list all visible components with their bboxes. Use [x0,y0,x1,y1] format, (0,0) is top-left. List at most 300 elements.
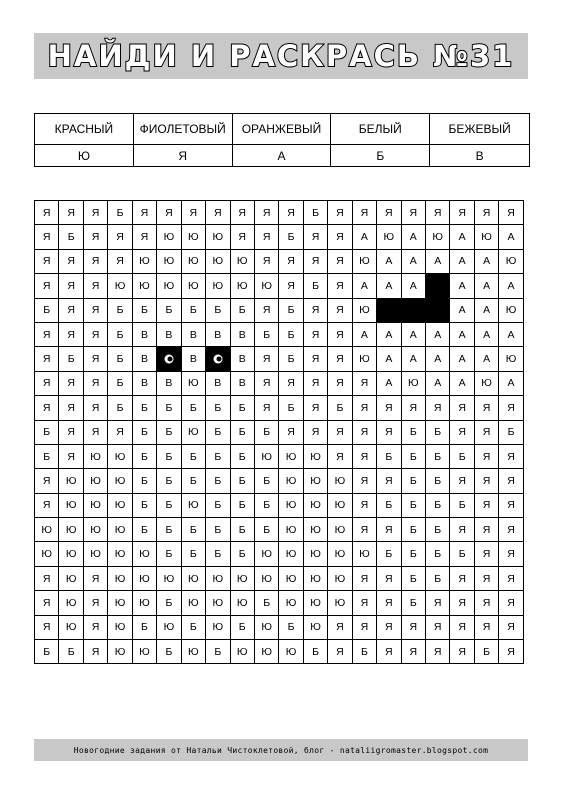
grid-cell: Я [304,421,328,445]
grid-cell: Я [35,469,59,493]
grid-cell: Я [426,201,450,225]
grid-cell: Ю [182,567,206,591]
grid-cell: Я [450,421,474,445]
grid-cell: Ю [304,542,328,566]
grid-cell: Б [255,421,279,445]
grid-cell: Я [84,421,108,445]
grid-cell: Я [402,640,426,664]
grid-cell: А [499,225,523,249]
grid-cell: Б [402,518,426,542]
grid-cell: Я [450,201,474,225]
grid-cell: Б [426,469,450,493]
grid-cell: Я [84,347,108,371]
grid-cell: Ю [402,372,426,396]
grid-cell: Я [231,201,255,225]
grid-cell: Ю [328,567,352,591]
grid-cell: Я [279,201,303,225]
page-title: НАЙДИ И РАСКРАСЬ №31 [47,39,515,73]
grid-cell: Я [353,591,377,615]
grid-cell: Я [377,616,401,640]
grid-cell: Ю [182,225,206,249]
grid-cell: Я [377,396,401,420]
grid-cell: Ю [499,250,523,274]
grid-cell: Я [475,591,499,615]
grid-cell: Б [133,299,157,323]
grid-cell: Б [108,347,132,371]
grid-cell: Ю [133,542,157,566]
grid-cell: Я [108,421,132,445]
grid-cell: Ю [231,591,255,615]
grid-cell: Я [499,567,523,591]
grid-cell: Ю [279,591,303,615]
grid-cell: Я [108,225,132,249]
grid-cell: Я [328,299,352,323]
grid-cell: Ю [475,372,499,396]
grid-cell: Б [182,518,206,542]
grid-cell: Ю [475,225,499,249]
grid-cell: Ю [328,542,352,566]
grid-cell: Б [182,445,206,469]
grid-cell: Б [182,542,206,566]
grid-cell: Я [84,323,108,347]
grid-cell: Я [35,616,59,640]
grid-cell: Я [450,591,474,615]
grid-cell: Ю [231,274,255,298]
grid-cell: А [450,372,474,396]
grid-cell: Б [35,421,59,445]
legend-color-violet: ФИОЛЕТОВЫЙ [134,114,233,145]
grid-cell: Ю [279,567,303,591]
grid-cell: Б [157,494,181,518]
grid-cell: В [157,372,181,396]
grid-cell: Ю [182,494,206,518]
grid-cell: Ю [108,640,132,664]
grid-cell: Б [450,494,474,518]
grid-cell: Ю [59,616,83,640]
grid-cell: Я [475,421,499,445]
grid-cell: Я [499,201,523,225]
grid-cell: Я [499,396,523,420]
grid-cell: А [377,250,401,274]
grid-cell: Я [35,396,59,420]
grid-cell: Ю [35,518,59,542]
grid-cell: Б [206,542,230,566]
grid-cell: Ю [182,274,206,298]
legend-color-white: БЕЛЫЙ [331,114,430,145]
grid-cell: Я [328,323,352,347]
grid-cell: Ю [59,567,83,591]
grid-cell: Я [426,591,450,615]
grid-cell: Б [426,518,450,542]
grid-cell: Я [328,616,352,640]
grid-cell: Я [450,469,474,493]
grid-cell: Я [475,494,499,518]
grid-cell: Я [255,347,279,371]
grid-cell: В [231,323,255,347]
grid-cell: Б [206,494,230,518]
grid-cell: Ю [279,494,303,518]
grid-cell: Б [133,494,157,518]
grid-cell: Я [377,591,401,615]
grid-cell: Ю [499,299,523,323]
grid-cell: Я [255,250,279,274]
grid-cell: Ю [59,591,83,615]
grid-cell: Я [499,640,523,664]
grid-cell: Б [35,640,59,664]
grid-cell: Б [206,299,230,323]
grid-cell: Я [304,347,328,371]
grid-cell: Я [499,445,523,469]
grid-cell-eye [206,347,230,371]
grid-cell: В [133,323,157,347]
grid-cell: Я [59,274,83,298]
grid-cell: Я [499,542,523,566]
grid-cell: А [499,372,523,396]
grid-cell: Ю [157,250,181,274]
grid-cell: Б [402,494,426,518]
grid-cell: Я [377,201,401,225]
grid-cell: Б [59,225,83,249]
legend-color-beige: БЕЖЕВЫЙ [430,114,529,145]
grid-cell: А [450,299,474,323]
grid-cell: Я [499,591,523,615]
grid-cell: Ю [328,494,352,518]
grid-cell: А [402,274,426,298]
footer-credit: Новогодние задания от Натальи Чистоклетовой, блог - nataliigromaster.blogspot.com [34,739,528,761]
grid-cell: Ю [353,347,377,371]
grid-cell: А [426,250,450,274]
grid-cell: Б [402,421,426,445]
grid-cell: Я [402,396,426,420]
grid-cell: Б [231,518,255,542]
grid-cell: Я [35,372,59,396]
grid-cell: Б [206,640,230,664]
grid-cell: Я [59,250,83,274]
grid-cell: Б [450,445,474,469]
legend-letter-orange: А [233,145,332,166]
grid-cell: Б [157,518,181,542]
grid-cell: Ю [182,250,206,274]
grid-cell: Я [35,591,59,615]
grid-cell: Ю [108,542,132,566]
grid-cell: Ю [279,542,303,566]
grid-cell: Ю [108,494,132,518]
grid-cell: Б [353,640,377,664]
grid-cell: Б [402,542,426,566]
grid-cell: Ю [279,640,303,664]
grid-cell: Б [231,469,255,493]
grid-cell: Я [353,396,377,420]
grid-cell: А [377,323,401,347]
grid-cell: Ю [182,591,206,615]
grid-cell: Б [206,518,230,542]
grid-cell: Я [255,396,279,420]
grid-cell: Я [255,225,279,249]
grid-cell-filled [426,299,450,323]
grid-cell: Б [35,445,59,469]
grid-cell: А [450,323,474,347]
grid-cell: Я [450,567,474,591]
grid-cell: А [475,347,499,371]
grid-cell: Я [353,518,377,542]
grid-cell: В [133,372,157,396]
grid-cell: Я [84,396,108,420]
grid-cell: Б [279,347,303,371]
grid-cell: Ю [133,567,157,591]
grid-cell: Б [231,299,255,323]
grid-cell: А [475,250,499,274]
grid-cell: Я [279,250,303,274]
grid-cell: Я [426,616,450,640]
grid-cell: Я [450,396,474,420]
grid-cell: Ю [353,299,377,323]
grid-cell: Б [255,494,279,518]
grid-cell: Ю [499,347,523,371]
grid-cell: Ю [279,445,303,469]
grid-cell: Я [377,518,401,542]
grid-cell: Я [328,225,352,249]
grid-cell: А [377,372,401,396]
grid-cell: В [157,323,181,347]
grid-cell: Б [304,201,328,225]
grid-cell: Я [450,518,474,542]
grid-cell: Ю [157,616,181,640]
grid-cell: Б [255,518,279,542]
grid-cell: Ю [304,469,328,493]
grid-cell: А [499,274,523,298]
legend-color-red: КРАСНЫЙ [35,114,134,145]
grid-cell: В [133,347,157,371]
grid-cell: Я [59,445,83,469]
grid-cell: Ю [133,640,157,664]
grid-cell: Ю [157,274,181,298]
grid-cell: Б [157,542,181,566]
grid-cell: Б [59,347,83,371]
grid-cell: Я [499,518,523,542]
grid-cell: Ю [206,567,230,591]
grid-cell: Я [35,201,59,225]
grid-cell: Я [304,299,328,323]
grid-cell: Б [499,421,523,445]
grid-cell: Ю [304,445,328,469]
grid-cell: Б [157,445,181,469]
grid-cell: Ю [133,591,157,615]
grid-cell: Б [377,445,401,469]
grid-cell: Ю [206,616,230,640]
grid-cell: Я [206,201,230,225]
letter-grid [34,200,524,664]
grid-cell: Б [231,445,255,469]
grid-cell: В [206,323,230,347]
grid-cell: Я [304,323,328,347]
grid-cell: Я [328,640,352,664]
grid-cell: Б [133,616,157,640]
grid-cell: Ю [182,372,206,396]
grid-cell: Б [304,640,328,664]
legend-color-orange: ОРАНЖЕВЫЙ [233,114,332,145]
grid-cell: Б [182,299,206,323]
grid-cell: Ю [206,225,230,249]
grid-cell: Я [133,225,157,249]
grid-cell-filled [402,299,426,323]
grid-cell: Я [499,616,523,640]
grid-cell: Я [304,250,328,274]
grid-cell: Б [426,494,450,518]
grid-cell: Ю [231,567,255,591]
grid-cell: Б [231,494,255,518]
grid-cell: Ю [353,250,377,274]
grid-cell: Я [328,274,352,298]
grid-cell: Б [206,469,230,493]
grid-cell: Б [108,201,132,225]
legend-letter-beige: В [475,148,484,163]
grid-cell: Я [304,225,328,249]
grid-cell: Б [402,567,426,591]
grid-cell: А [377,274,401,298]
grid-cell: Ю [108,445,132,469]
grid-cell: Б [157,591,181,615]
grid-cell: Б [279,616,303,640]
grid-cell: В [206,372,230,396]
grid-cell: Я [475,445,499,469]
grid-cell: Ю [59,542,83,566]
grid-cell: Я [255,299,279,323]
grid-cell: Б [108,323,132,347]
grid-cell: А [499,323,523,347]
grid-cell: Я [84,372,108,396]
color-legend-table [34,113,530,167]
grid-cell: Б [182,469,206,493]
grid-cell: Ю [182,421,206,445]
grid-cell: Я [499,494,523,518]
grid-cell: Б [157,396,181,420]
grid-cell: Я [475,518,499,542]
grid-cell: Я [35,347,59,371]
grid-cell: А [475,299,499,323]
grid-cell: Я [353,445,377,469]
grid-cell: Ю [255,445,279,469]
grid-cell: Ю [255,640,279,664]
grid-cell: Ю [304,494,328,518]
grid-cell: Я [279,274,303,298]
grid-cell: А [353,225,377,249]
grid-cell: Б [402,469,426,493]
grid-cell: Я [328,421,352,445]
grid-cell: Я [328,201,352,225]
grid-cell: Ю [84,445,108,469]
grid-cell: Б [108,396,132,420]
grid-cell: Ю [108,469,132,493]
grid-cell: Б [133,396,157,420]
grid-cell: Я [426,640,450,664]
grid-cell: Б [402,591,426,615]
grid-cell: Я [35,274,59,298]
grid-cell: Я [475,469,499,493]
grid-cell: Б [255,469,279,493]
grid-cell: Я [35,225,59,249]
grid-cell: Б [231,421,255,445]
grid-cell-filled [426,274,450,298]
grid-cell: Я [182,201,206,225]
grid-cell: Я [353,494,377,518]
grid-cell: Ю [108,567,132,591]
grid-cell: Ю [255,542,279,566]
grid-cell: Б [133,518,157,542]
grid-cell: Я [353,616,377,640]
grid-cell: А [450,347,474,371]
grid-cell: Б [231,396,255,420]
grid-cell: Б [157,421,181,445]
grid-cell: Ю [304,518,328,542]
grid-cell: Ю [133,250,157,274]
grid-cell: Я [475,201,499,225]
grid-cell: Ю [304,567,328,591]
grid-cell: Я [402,201,426,225]
grid-cell: Б [426,567,450,591]
grid-cell: В [231,372,255,396]
grid-cell: Ю [59,469,83,493]
grid-cell: Ю [377,225,401,249]
grid-cell: Б [133,421,157,445]
grid-cell: А [426,323,450,347]
grid-cell: Я [59,421,83,445]
grid-cell: А [353,274,377,298]
grid-cell: Я [499,469,523,493]
grid-cell: Ю [353,542,377,566]
grid-cell: Я [353,372,377,396]
grid-cell: Ю [328,469,352,493]
grid-cell: Ю [279,518,303,542]
legend-letter-red: Ю [35,145,134,166]
grid-cell: Ю [231,250,255,274]
grid-cell: Я [475,542,499,566]
grid-cell: Ю [59,518,83,542]
grid-cell: Я [328,347,352,371]
grid-cell: Ю [255,274,279,298]
grid-cell: Б [426,542,450,566]
grid-cell: Ю [59,494,83,518]
grid-cell: Ю [84,542,108,566]
grid-cell: Я [426,396,450,420]
grid-cell: Ю [108,274,132,298]
eye-icon [213,355,222,364]
grid-cell: Я [84,567,108,591]
legend-letter-violet: Я [134,145,233,166]
grid-cell: Ю [304,616,328,640]
grid-cell: Ю [84,494,108,518]
grid-cell: Б [182,396,206,420]
grid-cell: А [353,323,377,347]
grid-cell: А [450,250,474,274]
grid-cell: Ю [157,567,181,591]
grid-cell: Я [35,323,59,347]
grid-cell: Б [450,542,474,566]
grid-cell: Б [157,640,181,664]
grid-cell: Б [133,469,157,493]
grid-cell: Я [377,640,401,664]
grid-cell: Я [279,421,303,445]
grid-cell: Ю [279,469,303,493]
grid-cell: Я [353,421,377,445]
grid-cell: Я [353,469,377,493]
grid-cell: А [426,347,450,371]
grid-cell: Б [206,421,230,445]
grid-cell: Б [279,299,303,323]
grid-cell: Ю [304,591,328,615]
grid-cell: А [402,250,426,274]
grid-cell: Я [450,616,474,640]
grid-cell: Я [328,445,352,469]
